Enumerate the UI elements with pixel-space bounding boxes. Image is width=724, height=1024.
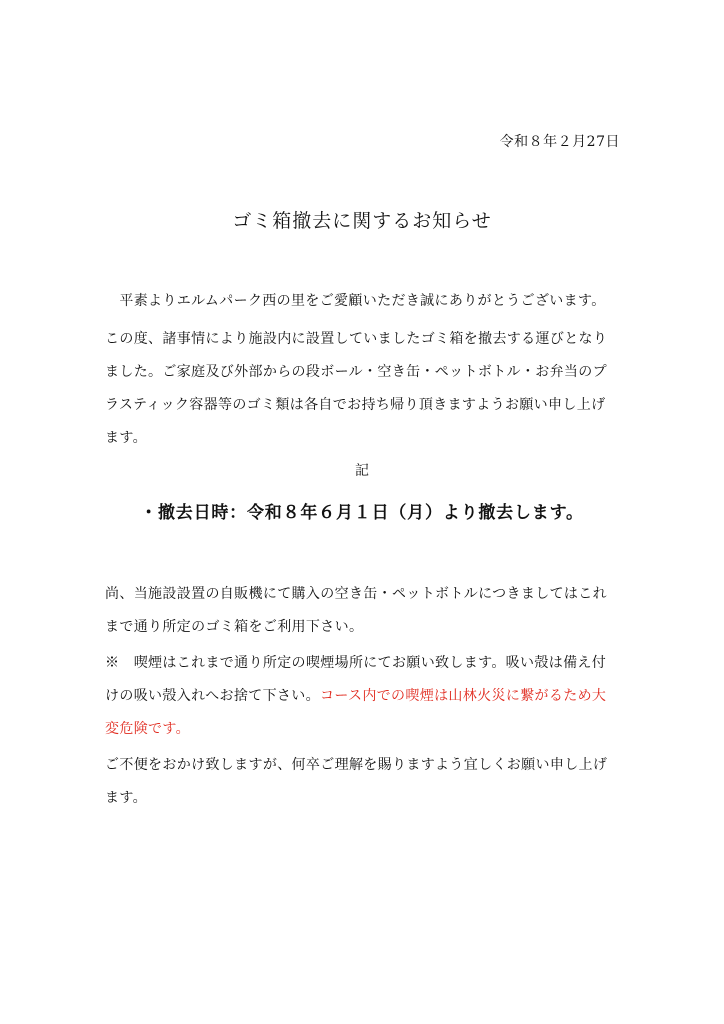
- fire-warning-text: コース内での喫煙は山林火災に繋がるため大変危険です。: [105, 688, 607, 737]
- smoking-text: ※ 喫煙はこれまで通り所定の喫煙場所にてお願い致します。吸い殻は備え付けの吸い殻入れへお捨て下さい。: [105, 655, 607, 704]
- closing-paragraph: ご不便をおかけ致しますが、何卒ご理解を賜りますよう宜しくお願い申し上げます。: [105, 757, 608, 806]
- smoking-paragraph: [105, 647, 617, 746]
- vending-paragraph: 尚、当施設設置の自販機にて購入の空き缶・ペットボトルにつきましてはこれまで通り所定のゴミ箱をご利用下さい。: [105, 586, 607, 635]
- ki-heading: 記: [355, 463, 369, 479]
- notice-date: 令和８年２月27日: [499, 134, 620, 150]
- greeting-paragraph: [105, 285, 617, 318]
- removal-date-headline: ・撤去日時：令和８年６月１日（月）より撤去します。: [140, 503, 584, 523]
- notice-paragraph: この度、諸事情により施設内に設置していましたゴミ箱を撤去する運びとなりました。ご家庭及び外部からの段ボール・空き缶・ペットボトル・お弁当のプラスティック容器等のゴミ類は各自でお持ち帰り頂きますようお願い申し上げます。: [105, 331, 608, 446]
- notice-title: ゴミ箱撤去に関するお知らせ: [232, 210, 492, 232]
- greeting-text: 平素よりエルムパーク西の里をご愛顧いただき誠にありがとうございます。: [119, 293, 606, 309]
